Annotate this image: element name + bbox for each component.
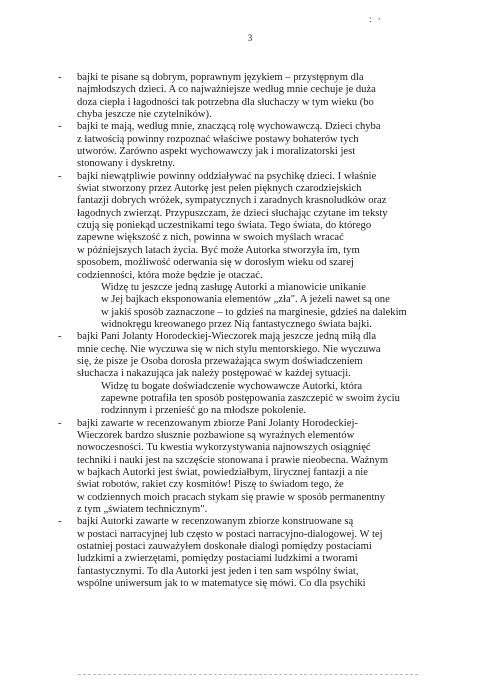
text-line: techniki i nauki jest na szczęście stonowana i prawie nieobecna. Ważnym [77, 454, 389, 466]
text-line: bajki te pisane są dobrym, poprawnym językiem – przystępnym dla [77, 72, 364, 83]
text-line: w jakiś sposób zaznaczone – to gdzieś na marginesie, gdzieś na dalekim [101, 306, 407, 318]
text-line: doza ciepła i łagodności tak potrzebna dla słuchaczy w tym wieku (bo [77, 96, 374, 108]
text-line: świat robotów, rakiet czy kosmitów! Piszę to świadom tego, że [77, 479, 344, 491]
text-line: w postaci narracyjnej lub często w postaci narracyjno-dialogowej. W tej [77, 528, 383, 540]
text-line: ostatniej postaci zauważyłem doskonałe dialogi pomiędzy postaciami [77, 541, 372, 553]
text-line: w codziennych moich pracach stykam się prawie w sposób permanentny [77, 491, 386, 503]
text-line: chyba jeszcze nie czytelników). [77, 109, 212, 121]
text-line: utworów. Zarówno aspekt wychowawczy jak i moralizatorski jest [77, 146, 356, 158]
bullet-marker: - [58, 170, 62, 182]
bullet-marker: - [58, 121, 62, 133]
paragraph [58, 282, 452, 331]
text-line: świat stworzony przez Autorkę jest pełen pięknych czarodziejskich [77, 183, 362, 195]
text-line: zapewne potrafiła ten sposób postępowania zaszczepić w swoim życiu [101, 392, 400, 404]
text-line: sposobem, możliwość oderwania się w dorosłym wieku od szarej [77, 257, 354, 269]
text-line: nowoczesności. Tu kwestia wykorzystywania najnowszych osiągnięć [77, 442, 371, 454]
text-line: mnie cechę. Nie wyczuwa się w nich stylu mentorskiego. Nie wyczuwa [77, 343, 381, 355]
text-line: Widzę tu jeszcze jedną zasługę Autorki a mianowicie unikanie [101, 281, 366, 293]
text-line: widnokręgu kreowanego przez Nią fantastycznego świata bajki. [101, 318, 372, 330]
text-line: najmłodszych dzieci. A co najważniejsze według mnie cechuje je duża [77, 84, 376, 96]
footer-rule [78, 674, 418, 675]
text-line: się, że pisze je Osoba dorosła przeważająca swym doświadczeniem [77, 355, 363, 367]
text-line: w Jej bajkach eksponowania elementów „zła". A jeżeli nawet są one [101, 294, 390, 306]
text-line: stonowany i dyskretny. [77, 158, 175, 170]
text-line: zapewne większość z nich, powinna w swoich myślach wracać [77, 232, 344, 244]
text-line: w późniejszych latach życia. Być może Autorka stworzyła im, tym [77, 244, 360, 256]
document-body [58, 72, 452, 590]
bullet-item [58, 331, 452, 380]
text-line: fantastycznymi. To dla Autorki jest jeden i ten sam wspólny świat, [77, 565, 359, 577]
text-line: wspólne uniwersum jak to w matematyce się mówi. Co dla psychiki [77, 578, 366, 590]
text-line: słuchacza i nakazująca jak należy postępować w każdej sytuacji. [77, 368, 351, 380]
text-line: Wieczorek bardzo słusznie pozbawione są wyraźnych elementów [77, 429, 355, 441]
text-line: bajki Pani Jolanty Horodeckiej-Wieczorek mają jeszcze jedną miłą dla [77, 331, 377, 343]
text-line: z tym „światem technicznym". [77, 504, 208, 516]
bullet-item [58, 171, 452, 282]
text-line: z łatwością powinny rozpoznać właściwe postawy bohaterów tych [77, 133, 359, 145]
text-line: bajki Autorki zawarte w recenzowanym zbiorze konstruowane są [77, 516, 354, 528]
bullet-marker: - [58, 516, 62, 528]
text-line: Widzę tu bogate doświadczenie wychowawcze Autorki, która [101, 380, 363, 392]
corner-mark: : · [369, 14, 383, 24]
bullet-item [58, 418, 452, 517]
bullet-item [58, 516, 452, 590]
text-line: bajki te mają, według mnie, znaczącą rolę wychowawczą. Dzieci chyba [77, 121, 381, 133]
text-line: ludzkimi a zwierzętami, pomiędzy postaciami ludzkimi a tworami [77, 553, 358, 565]
text-line: fantazji dobrych wróżek, sympatycznych i zaradnych krasnoludków oraz [77, 195, 387, 207]
paragraph [58, 381, 452, 418]
bullet-item [58, 121, 452, 170]
text-line: rodzinnym i przenieść go na młodsze pokolenie. [101, 405, 307, 417]
text-line: bajki niewątpliwie powinny oddziaływać na psychikę dzieci. I właśnie [77, 170, 377, 182]
bullet-marker: - [58, 331, 62, 343]
bullet-item [58, 72, 452, 121]
bullet-marker: - [58, 417, 62, 429]
page-number: 3 [247, 33, 253, 43]
text-line: czują się poniekąd uczestnikami tego świata. Tego świata, do którego [77, 220, 372, 232]
bullet-marker: - [58, 72, 62, 83]
text-line: łagodnych zwierząt. Przypuszczam, że dzieci słuchając czytane im teksty [77, 207, 388, 219]
text-line: codzienności, która może będzie je otaczać. [77, 269, 263, 281]
text-line: w bajkach Autorki jest świat, powiedziałbym, lirycznej fantazji a nie [77, 467, 368, 478]
text-line: bajki zawarte w recenzowanym zbiorze Pani Jolanty Horodeckiej- [77, 417, 358, 429]
